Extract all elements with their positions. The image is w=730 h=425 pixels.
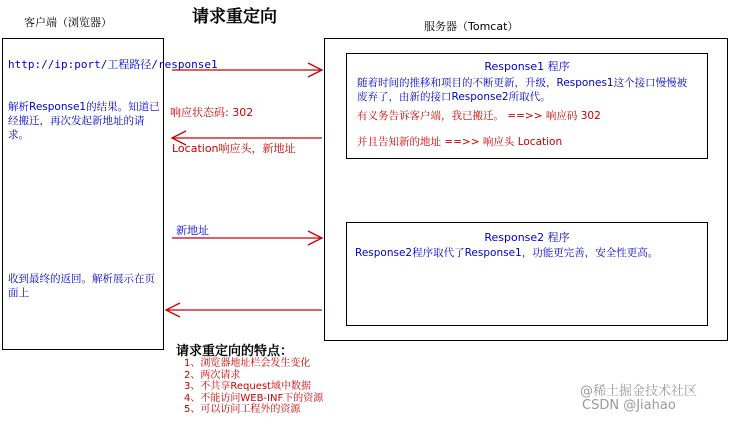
feature-item: 3、不共享Request域中数据 <box>184 381 311 392</box>
location-header-label: Location响应头，新地址 <box>172 142 296 155</box>
response2-box <box>346 222 708 326</box>
final-response-arrow <box>166 303 322 317</box>
response1-title: Response1 程序 <box>484 60 570 73</box>
feature-item: 4、不能访问WEB-INF下的资源 <box>184 392 324 404</box>
response1-description: 随着时间的推移和项目的不断更新，升级，Respones1这个接口慢慢被废弃了，由新的接口Response2所取代。 <box>357 77 688 103</box>
feature-item: 2、两次请求 <box>184 369 241 381</box>
response2-title: Response2 程序 <box>484 231 570 244</box>
response1-notify-line: 有义务告诉客户端，我已搬迁。 ==>> 响应码 302 <box>357 110 601 122</box>
client-final-text: 收到最终的返回。解析展示在页面上 <box>8 273 155 299</box>
response1-box <box>346 53 708 159</box>
feature-item: 1、浏览器地址栏会发生变化 <box>184 358 311 369</box>
response1-location-line: 并且告知新的地址 ==>> 响应头 Location <box>357 136 563 148</box>
server-label: 服务器（Tomcat） <box>424 20 519 33</box>
client-label: 客户端（浏览器） <box>24 16 112 29</box>
client-parse-text: 解析Response1的结果。知道已经搬迁，再次发起新地址的请求。 <box>8 101 160 141</box>
client-box <box>2 38 164 350</box>
watermark-juejin: @稀土掘金技术社区 <box>580 384 698 399</box>
status-code-label: 响应状态码: 302 <box>170 106 254 119</box>
diagram-title: 请求重定向 <box>192 7 277 27</box>
watermark-csdn: CSDN @Jiahao <box>582 398 676 413</box>
response2-description: Response2程序取代了Response1，功能更完善，安全性更高。 <box>355 247 659 259</box>
features-list <box>184 358 323 416</box>
client-request-url: http://ip:port/工程路径/response1 <box>8 58 218 71</box>
features-title: 请求重定向的特点： <box>176 344 294 359</box>
feature-item: 5、可以访问工程外的资源 <box>184 404 301 415</box>
new-address-label: 新地址 <box>176 224 209 237</box>
